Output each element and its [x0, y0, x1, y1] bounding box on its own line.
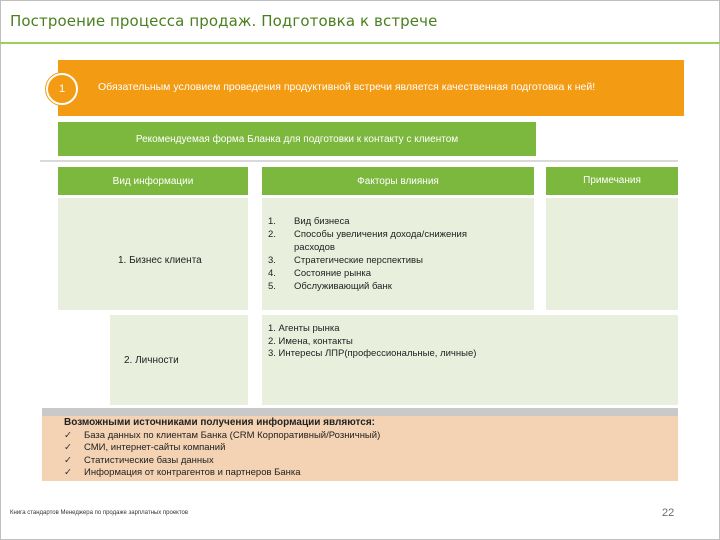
column-header-info-type: Вид информации: [58, 167, 248, 195]
list-item-text: Вид бизнеса: [294, 216, 350, 227]
checkmark-icon: ✓: [64, 430, 72, 441]
footer-text: Книга стандартов Менеджера по продаже зарплатных проектов: [10, 510, 189, 516]
sources-title: Возможными источниками получения информации являются:: [64, 417, 375, 428]
column-header-factors: Факторы влияния: [262, 167, 534, 195]
business-factors-list: [268, 216, 528, 306]
step-number-badge: 1: [46, 73, 78, 105]
sources-box-top-bar: [42, 408, 678, 416]
sources-list: [64, 430, 380, 480]
list-item-number: 5.: [268, 281, 276, 292]
list-item: [64, 442, 380, 454]
list-item: [268, 229, 528, 241]
list-item-text: Способы увеличения дохода/снижения: [294, 229, 467, 240]
column-header-notes: Примечания: [546, 167, 678, 195]
list-item-number: 4.: [268, 268, 276, 279]
table-cell-business-notes: [546, 198, 678, 310]
list-item: [268, 281, 528, 293]
row-label-business: 1. Бизнес клиента: [118, 255, 202, 266]
list-item-number: 3.: [268, 255, 276, 266]
table-cell-business-label: [58, 198, 248, 310]
source-text: Статистические базы данных: [84, 454, 214, 466]
list-item: 3. Интересы ЛПР(профессиональные, личные): [268, 348, 477, 360]
checkmark-icon: ✓: [64, 454, 72, 466]
source-text: Информация от контрагентов и партнеров Банка: [84, 467, 301, 479]
list-item-text: Обслуживающий банк: [294, 281, 392, 292]
list-item: [64, 455, 380, 467]
source-text: СМИ, интернет-сайты компаний: [84, 442, 226, 454]
list-item: 1. Агенты рынка: [268, 323, 340, 334]
list-item-text: расходов: [294, 242, 335, 253]
row-label-persons: 2. Личности: [124, 355, 179, 366]
form-header-text: Рекомендуемая форма Бланка для подготовки к контакту с клиентом: [135, 134, 459, 145]
title-underline: [0, 42, 720, 44]
list-item: [268, 268, 528, 280]
checkmark-icon: ✓: [64, 467, 72, 479]
page-number: 22: [662, 507, 675, 519]
slide-title: Построение процесса продаж. Подготовка к встрече: [10, 12, 438, 30]
list-item-text: Состояние рынка: [294, 268, 372, 279]
list-item-number: 1.: [268, 216, 276, 227]
list-item-number: 2.: [268, 229, 276, 240]
list-item: 2. Имена, контакты: [268, 335, 353, 347]
list-item: [268, 242, 528, 254]
list-item-text: Стратегические перспективы: [294, 255, 423, 266]
key-message-text: Обязательным условием проведения продуктивной встречи является качественная подготовка к ней!: [98, 81, 596, 93]
list-item: [64, 467, 380, 479]
checkmark-icon: ✓: [64, 442, 72, 454]
list-item: [268, 255, 528, 267]
separator-line: [40, 160, 678, 162]
persons-factors-list: [268, 323, 668, 361]
list-item: [64, 430, 380, 442]
list-item: [268, 216, 528, 228]
source-text: База данных по клиентам Банка (CRM Корпоративный/Розничный): [84, 430, 381, 441]
